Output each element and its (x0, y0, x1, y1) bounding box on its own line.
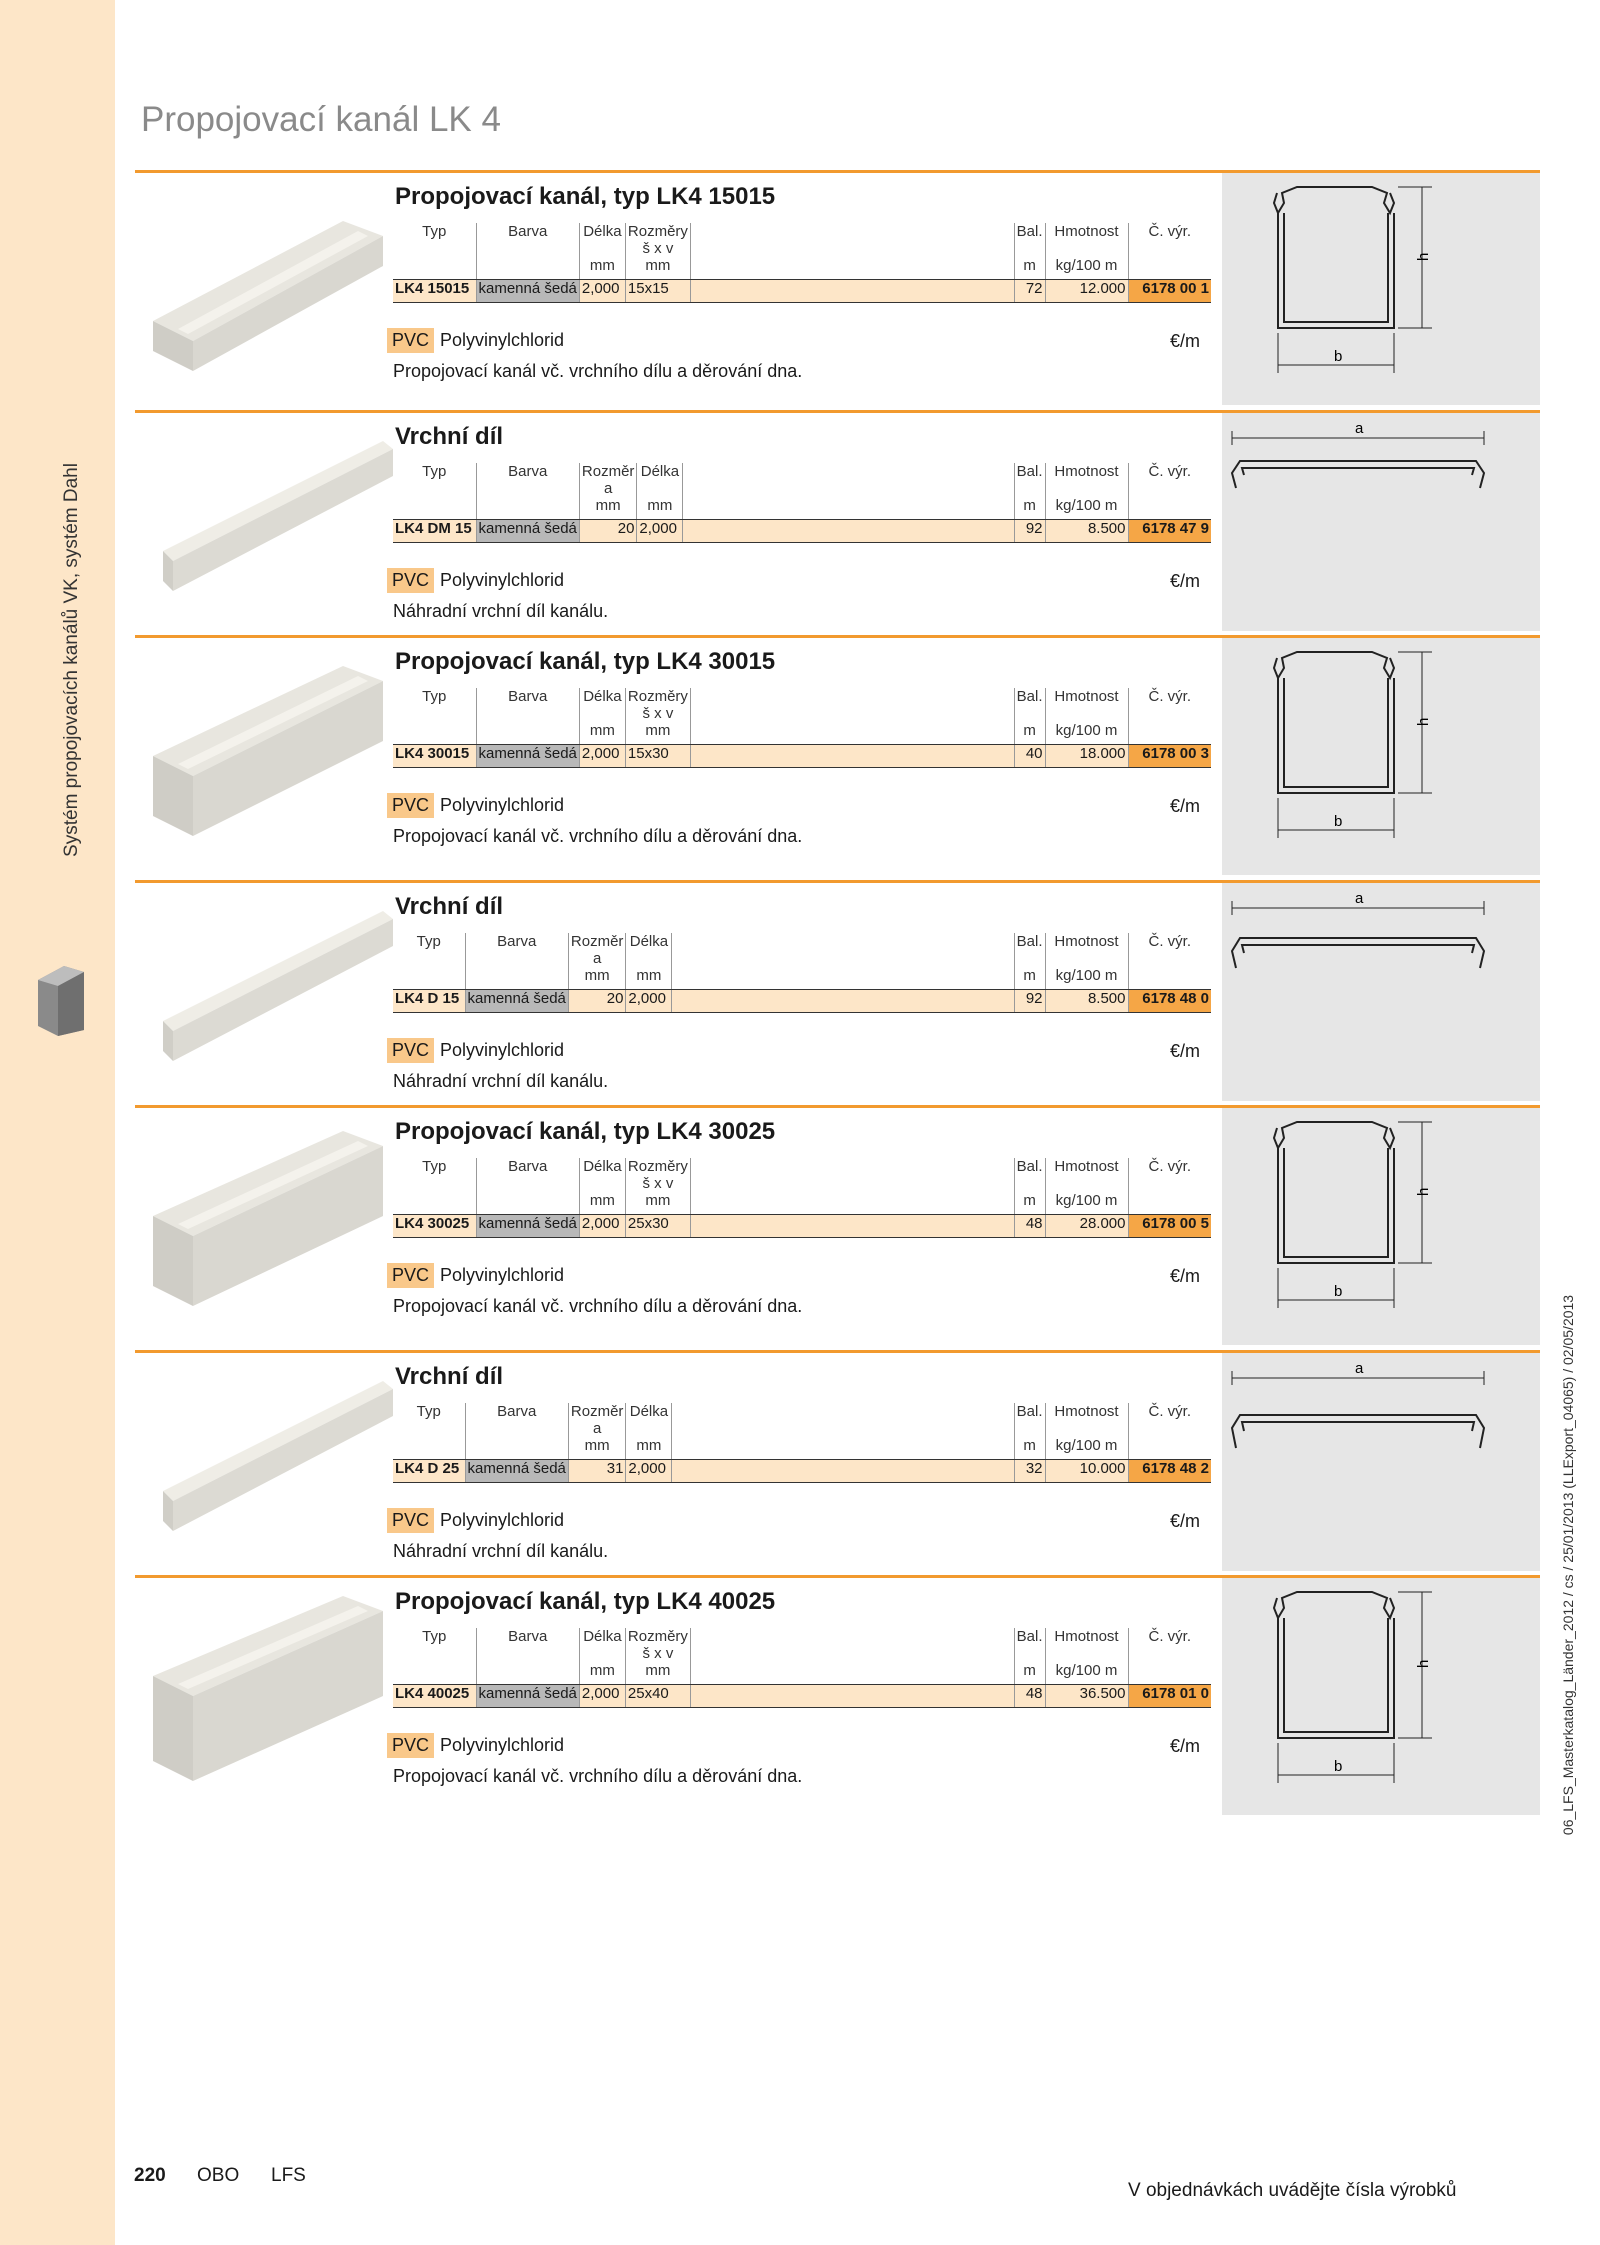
page-number: 220 (134, 2165, 166, 2186)
material-line (387, 1508, 564, 1533)
cable-duct-photo (143, 1116, 393, 1316)
product-section (135, 635, 1540, 883)
cable-duct-photo (143, 1586, 393, 1786)
hdr-typ: Typ (422, 223, 447, 240)
dim-h-label: h (1415, 1659, 1432, 1668)
cell-barva: kamenná šedá (476, 1685, 579, 1708)
page-title: Propojovací kanál LK 4 (141, 100, 501, 139)
table-row (393, 520, 1211, 543)
hdr-delka: Délka (626, 933, 672, 967)
price-unit: €/m (1170, 796, 1201, 816)
dim-b-label: b (1334, 1283, 1343, 1300)
unit-hmotnost: kg/100 m (1045, 722, 1128, 745)
cell-rozmery: 15x15 (625, 280, 690, 303)
hdr-bal: Bal. (1014, 223, 1045, 257)
hdr-typ: Typ (422, 688, 447, 705)
unit-delka: mm (579, 257, 625, 280)
cell-delka: 2,000 (626, 1460, 672, 1483)
cell-typ: LK4 30015 (393, 745, 476, 768)
unit-hmotnost: kg/100 m (1045, 967, 1128, 990)
description: Propojovací kanál vč. vrchního dílu a děrování dna. (393, 361, 803, 381)
cell-typ: LK4 DM 15 (393, 520, 476, 543)
product-section (135, 170, 1540, 413)
brand-lfs: LFS (271, 2165, 306, 2186)
unit-hmotnost: kg/100 m (1045, 1192, 1128, 1215)
hdr-bal: Bal. (1014, 463, 1045, 497)
material-line (387, 1263, 564, 1288)
dim-b-label: b (1334, 348, 1343, 365)
price-unit: €/m (1170, 1736, 1201, 1756)
cell-bal: 72 (1014, 280, 1045, 303)
material-key: PVC (387, 1733, 434, 1758)
table-row (393, 1685, 1211, 1708)
description: Propojovací kanál vč. vrchního dílu a děrování dna. (393, 826, 803, 846)
section-title: Propojovací kanál, typ LK4 40025 (395, 1588, 776, 1615)
hdr-typ: Typ (416, 1403, 441, 1420)
cell-barva: kamenná šedá (465, 1460, 568, 1483)
cell-bal: 32 (1014, 1460, 1045, 1483)
hdr-barva: Barva (476, 463, 579, 497)
price-unit: €/m (1170, 1266, 1201, 1286)
hdr-hmotnost: Hmotnost (1045, 933, 1128, 967)
hdr-delka: Délka (637, 463, 683, 497)
cell-rozmer: 20 (568, 990, 626, 1013)
product-section (135, 1575, 1540, 1823)
unit-delka: mm (579, 1662, 625, 1685)
cell-hmotnost: 12.000 (1045, 280, 1128, 303)
cell-rozmer: 20 (579, 520, 637, 543)
hdr-rozmer-label: Rozměr (581, 463, 635, 480)
cell-article-number: 6178 00 5 (1128, 1215, 1211, 1238)
hdr-barva: Barva (476, 223, 579, 257)
unit-delka: mm (626, 1437, 672, 1460)
cell-hmotnost: 10.000 (1045, 1460, 1128, 1483)
unit-hmotnost: kg/100 m (1045, 1662, 1128, 1685)
table-row (393, 280, 1211, 303)
side-label: Systém propojovacích kanálů VK, systém Dahl (61, 463, 82, 857)
material-key: PVC (387, 793, 434, 818)
cell-article-number: 6178 48 0 (1128, 990, 1211, 1013)
description: Propojovací kanál vč. vrchního dílu a děrování dna. (393, 1766, 803, 1786)
cable-duct-photo (143, 646, 393, 846)
cell-delka: 2,000 (637, 520, 683, 543)
hdr-rozmery-label: Rozměry (627, 223, 688, 240)
unit-rozmery: mm (625, 722, 690, 745)
description: Náhradní vrchní díl kanálu. (393, 1541, 609, 1561)
material-name: Polyvinylchlorid (440, 1510, 565, 1530)
hdr-rozmer (579, 463, 637, 497)
unit-rozmery: mm (625, 1662, 690, 1685)
channel-cross-section (1222, 1108, 1540, 1345)
section-title: Vrchní díl (395, 1363, 504, 1390)
cover-photo (143, 891, 393, 1091)
unit-delka: mm (637, 497, 683, 520)
cell-typ: LK4 40025 (393, 1685, 476, 1708)
material-key: PVC (387, 1508, 434, 1533)
cell-barva: kamenná šedá (476, 280, 579, 303)
dim-b-label: b (1334, 813, 1343, 830)
product-table (393, 933, 1211, 1013)
section-title: Propojovací kanál, typ LK4 30025 (395, 1118, 776, 1145)
material-name: Polyvinylchlorid (440, 795, 565, 815)
cell-rozmery: 25x40 (625, 1685, 690, 1708)
description: Propojovací kanál vč. vrchního dílu a děrování dna. (393, 1296, 803, 1316)
hdr-barva: Barva (476, 1628, 579, 1662)
cell-hmotnost: 18.000 (1045, 745, 1128, 768)
unit-bal: m (1014, 1192, 1045, 1215)
hdr-hmotnost: Hmotnost (1045, 223, 1128, 257)
unit-bal: m (1014, 257, 1045, 280)
material-line (387, 793, 564, 818)
hdr-rozmery (625, 223, 690, 257)
product-table (393, 688, 1211, 768)
unit-rozmer: mm (579, 497, 637, 520)
cell-delka: 2,000 (579, 1215, 625, 1238)
cover-cross-section (1222, 883, 1540, 1101)
brand-obo: OBO (197, 2165, 240, 2186)
cell-barva: kamenná šedá (476, 1215, 579, 1238)
hdr-rozmer-sub: a (592, 950, 602, 967)
unit-delka: mm (579, 722, 625, 745)
cell-bal: 92 (1014, 520, 1045, 543)
unit-delka: mm (626, 967, 672, 990)
material-line (387, 1733, 564, 1758)
cell-article-number: 6178 00 3 (1128, 745, 1211, 768)
cell-delka: 2,000 (626, 990, 672, 1013)
hdr-cvyr: Č. výr. (1128, 1158, 1211, 1192)
price-unit: €/m (1170, 571, 1201, 591)
unit-bal: m (1014, 497, 1045, 520)
cell-delka: 2,000 (579, 280, 625, 303)
material-key: PVC (387, 1038, 434, 1063)
product-section (135, 1350, 1540, 1578)
dim-h-label: h (1415, 1187, 1432, 1196)
hdr-rozmery (625, 1628, 690, 1662)
product-table (393, 1628, 1211, 1708)
cell-hmotnost: 28.000 (1045, 1215, 1128, 1238)
hdr-delka: Délka (579, 1628, 625, 1662)
cell-delka: 2,000 (579, 1685, 625, 1708)
channel-cross-section (1222, 638, 1540, 875)
side-band (0, 0, 115, 2245)
product-section (135, 1105, 1540, 1353)
price-unit: €/m (1170, 331, 1201, 351)
product-table (393, 1403, 1211, 1483)
table-row (393, 1460, 1211, 1483)
cell-bal: 48 (1014, 1215, 1045, 1238)
cell-hmotnost: 8.500 (1045, 990, 1128, 1013)
product-section (135, 410, 1540, 638)
hdr-rozmery (625, 1158, 690, 1192)
cell-hmotnost: 36.500 (1045, 1685, 1128, 1708)
cell-article-number: 6178 01 0 (1128, 1685, 1211, 1708)
section-title: Propojovací kanál, typ LK4 15015 (395, 183, 776, 210)
cover-photo (143, 1361, 393, 1561)
hdr-hmotnost: Hmotnost (1045, 463, 1128, 497)
cover-cross-section (1222, 413, 1540, 631)
cell-article-number: 6178 00 1 (1128, 280, 1211, 303)
dim-a-label: a (1355, 1360, 1364, 1377)
hdr-cvyr: Č. výr. (1128, 688, 1211, 722)
cell-rozmer: 31 (568, 1460, 626, 1483)
section-title: Vrchní díl (395, 893, 504, 920)
cell-barva: kamenná šedá (476, 745, 579, 768)
unit-bal: m (1014, 1662, 1045, 1685)
channel-diagram (1222, 1578, 1540, 1815)
dim-b-label: b (1334, 1758, 1343, 1775)
hdr-hmotnost: Hmotnost (1045, 1628, 1128, 1662)
product-section (135, 880, 1540, 1108)
description: Náhradní vrchní díl kanálu. (393, 601, 609, 621)
hdr-cvyr: Č. výr. (1128, 223, 1211, 257)
unit-rozmer: mm (568, 967, 626, 990)
material-name: Polyvinylchlorid (440, 330, 565, 350)
hdr-rozmery-label: Rozměry (627, 1628, 688, 1645)
dim-a-label: a (1355, 890, 1364, 907)
cover-photo (143, 421, 393, 621)
material-name: Polyvinylchlorid (440, 1265, 565, 1285)
hdr-hmotnost: Hmotnost (1045, 688, 1128, 722)
cover-diagram (1222, 413, 1540, 631)
section-title: Vrchní díl (395, 423, 504, 450)
cell-delka: 2,000 (579, 745, 625, 768)
hdr-typ: Typ (422, 1628, 447, 1645)
material-line (387, 568, 564, 593)
hdr-rozmer-sub: a (603, 480, 613, 497)
cell-article-number: 6178 48 2 (1128, 1460, 1211, 1483)
hdr-rozmer (568, 1403, 626, 1437)
cell-typ: LK4 30025 (393, 1215, 476, 1238)
hdr-bal: Bal. (1014, 933, 1045, 967)
hdr-delka: Délka (579, 1158, 625, 1192)
hdr-barva: Barva (476, 1158, 579, 1192)
unit-hmotnost: kg/100 m (1045, 1437, 1128, 1460)
table-row (393, 990, 1211, 1013)
hdr-cvyr: Č. výr. (1128, 463, 1211, 497)
hdr-rozmery-sub: š x v (642, 705, 674, 722)
material-name: Polyvinylchlorid (440, 1735, 565, 1755)
description: Náhradní vrchní díl kanálu. (393, 1071, 609, 1091)
footer-note: V objednávkách uvádějte čísla výrobků (1128, 2180, 1457, 2201)
unit-rozmer: mm (568, 1437, 626, 1460)
unit-delka: mm (579, 1192, 625, 1215)
cell-rozmery: 15x30 (625, 745, 690, 768)
cell-hmotnost: 8.500 (1045, 520, 1128, 543)
hdr-barva: Barva (465, 1403, 568, 1437)
price-unit: €/m (1170, 1041, 1201, 1061)
hdr-rozmery (625, 688, 690, 722)
material-line (387, 1038, 564, 1063)
cell-typ: LK4 15015 (393, 280, 476, 303)
cell-barva: kamenná šedá (465, 990, 568, 1013)
dim-h-label: h (1415, 252, 1432, 261)
table-row (393, 1215, 1211, 1238)
hdr-barva: Barva (465, 933, 568, 967)
hdr-cvyr: Č. výr. (1128, 933, 1211, 967)
cell-barva: kamenná šedá (476, 520, 579, 543)
product-table (393, 1158, 1211, 1238)
unit-rozmery: mm (625, 257, 690, 280)
hdr-rozmery-sub: š x v (642, 1175, 674, 1192)
cell-typ: LK4 D 15 (393, 990, 465, 1013)
hdr-hmotnost: Hmotnost (1045, 1158, 1128, 1192)
material-key: PVC (387, 568, 434, 593)
hdr-cvyr: Č. výr. (1128, 1628, 1211, 1662)
hdr-rozmery-label: Rozměry (627, 1158, 688, 1175)
cell-bal: 48 (1014, 1685, 1045, 1708)
hdr-bal: Bal. (1014, 688, 1045, 722)
price-unit: €/m (1170, 1511, 1201, 1531)
hdr-typ: Typ (422, 463, 447, 480)
hdr-rozmer-label: Rozměr (570, 1403, 624, 1420)
hdr-delka: Délka (579, 223, 625, 257)
channel-diagram (1222, 173, 1540, 405)
document-id: 06_LFS_Masterkatalog_Länder_2012 / cs / 25/01/2013 (LLExport_04065) / 02/05/2013 (1560, 1294, 1576, 1836)
hdr-rozmery-sub: š x v (642, 240, 674, 257)
cell-typ: LK4 D 25 (393, 1460, 465, 1483)
product-table (393, 223, 1211, 303)
unit-bal: m (1014, 967, 1045, 990)
material-name: Polyvinylchlorid (440, 570, 565, 590)
cover-diagram (1222, 1353, 1540, 1571)
material-name: Polyvinylchlorid (440, 1040, 565, 1060)
side-thumbnail-icon (34, 960, 88, 1038)
material-key: PVC (387, 1263, 434, 1288)
hdr-typ: Typ (422, 1158, 447, 1175)
unit-rozmery: mm (625, 1192, 690, 1215)
hdr-bal: Bal. (1014, 1403, 1045, 1437)
unit-bal: m (1014, 1437, 1045, 1460)
channel-cross-section (1222, 1578, 1540, 1815)
section-title: Propojovací kanál, typ LK4 30015 (395, 648, 776, 675)
cell-article-number: 6178 47 9 (1128, 520, 1211, 543)
cell-rozmery: 25x30 (625, 1215, 690, 1238)
material-line (387, 328, 564, 353)
product-table (393, 463, 1211, 543)
material-key: PVC (387, 328, 434, 353)
hdr-typ: Typ (416, 933, 441, 950)
hdr-rozmery-label: Rozměry (627, 688, 688, 705)
hdr-rozmery-sub: š x v (642, 1645, 674, 1662)
hdr-cvyr: Č. výr. (1128, 1403, 1211, 1437)
hdr-rozmer (568, 933, 626, 967)
unit-bal: m (1014, 722, 1045, 745)
hdr-barva: Barva (476, 688, 579, 722)
hdr-rozmer-sub: a (592, 1420, 602, 1437)
cable-duct-photo (143, 181, 393, 381)
cover-cross-section (1222, 1353, 1540, 1571)
cell-bal: 40 (1014, 745, 1045, 768)
channel-cross-section (1222, 173, 1540, 405)
dim-a-label: a (1355, 420, 1364, 437)
hdr-delka: Délka (579, 688, 625, 722)
hdr-bal: Bal. (1014, 1628, 1045, 1662)
cell-bal: 92 (1014, 990, 1045, 1013)
unit-hmotnost: kg/100 m (1045, 497, 1128, 520)
hdr-delka: Délka (626, 1403, 672, 1437)
channel-diagram (1222, 638, 1540, 875)
channel-diagram (1222, 1108, 1540, 1345)
hdr-rozmer-label: Rozměr (570, 933, 624, 950)
unit-hmotnost: kg/100 m (1045, 257, 1128, 280)
table-row (393, 745, 1211, 768)
hdr-hmotnost: Hmotnost (1045, 1403, 1128, 1437)
dim-h-label: h (1415, 717, 1432, 726)
hdr-bal: Bal. (1014, 1158, 1045, 1192)
cover-diagram (1222, 883, 1540, 1101)
